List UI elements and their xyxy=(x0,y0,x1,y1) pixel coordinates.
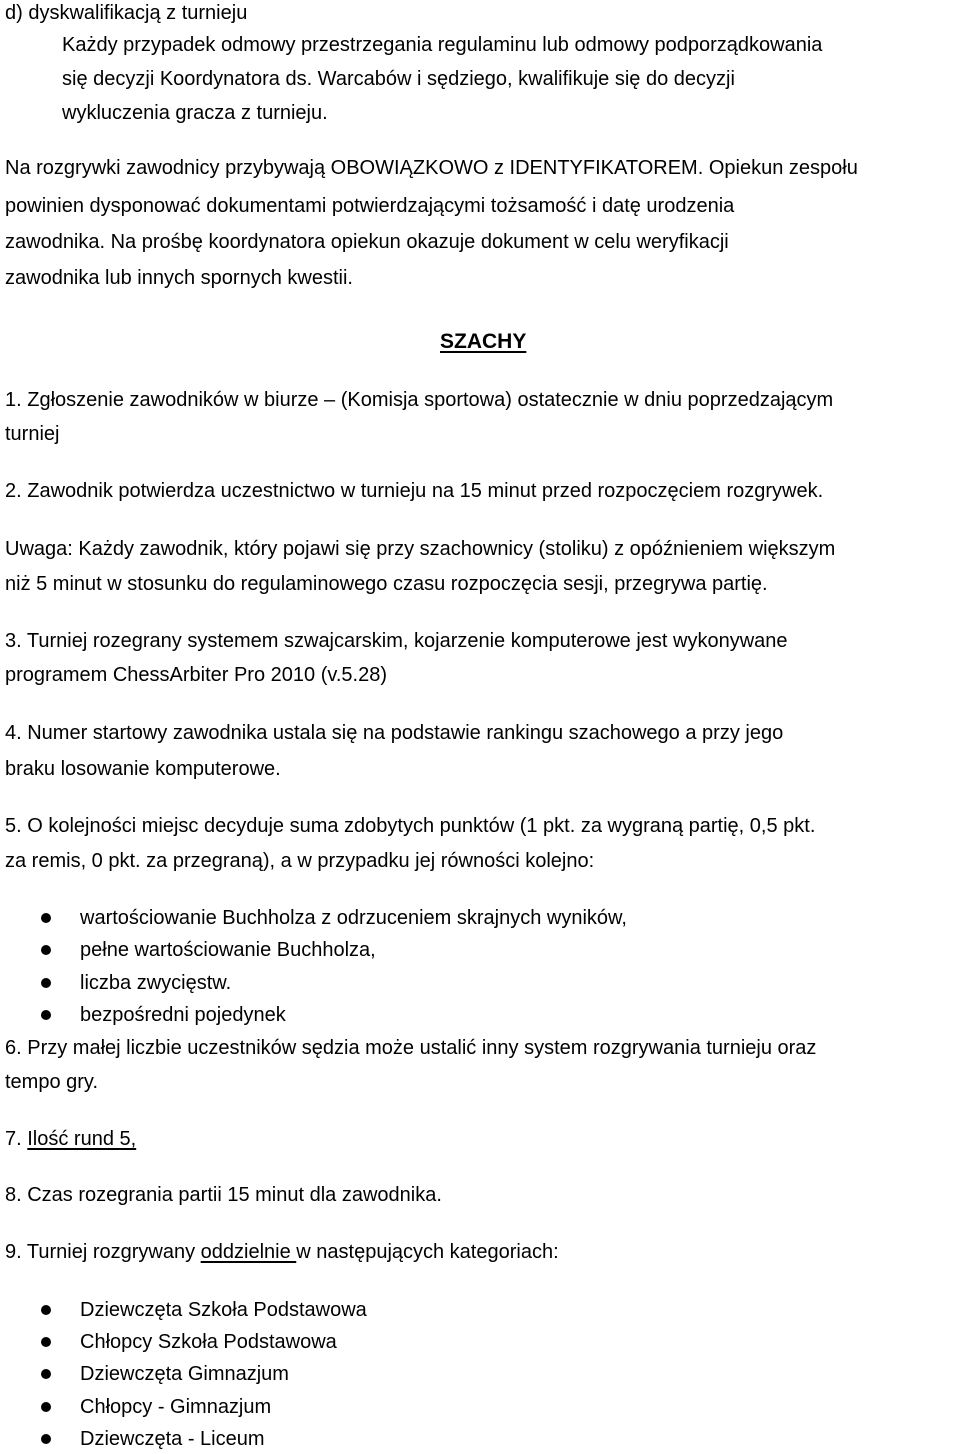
identity-line: Na rozgrywki zawodnicy przybywają OBOWIĄZKOWO z IDENTYFIKATOREM. Opiekun zespołu xyxy=(5,157,858,179)
bullet-icon xyxy=(41,978,51,988)
rule-5-line: za remis, 0 pkt. za przegraną), a w przypadku jej równości kolejno: xyxy=(5,850,595,872)
bullet-icon xyxy=(41,913,51,923)
bullet-icon xyxy=(41,945,51,955)
section-d-line: się decyzji Koordynatora ds. Warcabów i sędziego, kwalifikuje się do decyzji xyxy=(62,68,735,90)
category-item: Chłopcy - Gimnazjum xyxy=(80,1396,272,1418)
rule-1-line: 1. Zgłoszenie zawodników w biurze – (Komisja sportowa) ostatecznie w dniu poprzedzającym xyxy=(5,389,834,411)
rule-9-prefix: 9. Turniej rozgrywany xyxy=(5,1241,201,1263)
identity-line: zawodnika. Na prośbę koordynatora opiekun okazuje dokument w celu weryfikacji xyxy=(5,231,729,253)
rule-9 xyxy=(5,1242,559,1262)
tiebreak-item: wartościowanie Buchholza z odrzuceniem skrajnych wyników, xyxy=(80,907,627,929)
rule-7-rounds: Ilość rund 5, xyxy=(27,1128,137,1150)
section-heading: SZACHY xyxy=(440,330,527,353)
identity-line: powinien dysponować dokumentami potwierdzającymi tożsamość i datę urodzenia xyxy=(5,195,735,217)
rule-7 xyxy=(5,1129,136,1149)
tiebreak-item: bezpośredni pojedynek xyxy=(80,1004,286,1026)
rule-1-line: turniej xyxy=(5,423,60,445)
category-item: Dziewczęta Szkoła Podstawowa xyxy=(80,1299,367,1321)
rule-6-line: 6. Przy małej liczbie uczestników sędzia może ustalić inny system rozgrywania turnieju oraz xyxy=(5,1037,817,1059)
category-item: Chłopcy Szkoła Podstawowa xyxy=(80,1331,337,1353)
rule-4-line: 4. Numer startowy zawodnika ustala się na podstawie rankingu szachowego a przy jego xyxy=(5,722,784,744)
category-item: Dziewczęta - Liceum xyxy=(80,1428,265,1450)
rule-7-prefix: 7. xyxy=(5,1128,28,1150)
category-item: Dziewczęta Gimnazjum xyxy=(80,1363,289,1385)
rule-9-suffix: w następujących kategoriach: xyxy=(296,1241,559,1263)
section-d-line: wykluczenia gracza z turnieju. xyxy=(62,102,328,124)
rule-9-separately: oddzielnie xyxy=(200,1241,297,1263)
rule-3-line: 3. Turniej rozegrany systemem szwajcarskim, kojarzenie komputerowe jest wykonywane xyxy=(5,630,788,652)
bullet-icon xyxy=(41,1010,51,1020)
rule-5-line: 5. O kolejności miejsc decyduje suma zdobytych punktów (1 pkt. za wygraną partię, 0,5 pkt. xyxy=(5,815,816,837)
section-d-title: d) dyskwalifikacją z turnieju xyxy=(5,2,248,24)
bullet-icon xyxy=(41,1305,51,1315)
rule-6-line: tempo gry. xyxy=(5,1071,98,1093)
note-line: niż 5 minut w stosunku do regulaminowego czasu rozpoczęcia sesji, przegrywa partię. xyxy=(5,573,768,595)
bullet-icon xyxy=(41,1337,51,1347)
rule-8: 8. Czas rozegrania partii 15 minut dla zawodnika. xyxy=(5,1184,442,1206)
bullet-icon xyxy=(41,1369,51,1379)
tiebreak-item: pełne wartościowanie Buchholza, xyxy=(80,939,376,961)
section-d-line: Każdy przypadek odmowy przestrzegania regulaminu lub odmowy podporządkowania xyxy=(62,34,823,56)
rule-4-line: braku losowanie komputerowe. xyxy=(5,758,281,780)
bullet-icon xyxy=(41,1434,51,1444)
bullet-icon xyxy=(41,1402,51,1412)
rule-2: 2. Zawodnik potwierdza uczestnictwo w turnieju na 15 minut przed rozpoczęciem rozgrywek. xyxy=(5,480,824,502)
note-line: Uwaga: Każdy zawodnik, który pojawi się przy szachownicy (stoliku) z opóźnieniem większym xyxy=(5,538,836,560)
tiebreak-item: liczba zwycięstw. xyxy=(80,972,232,994)
identity-line: zawodnika lub innych spornych kwestii. xyxy=(5,267,353,289)
rule-3-line: programem ChessArbiter Pro 2010 (v.5.28) xyxy=(5,664,388,686)
